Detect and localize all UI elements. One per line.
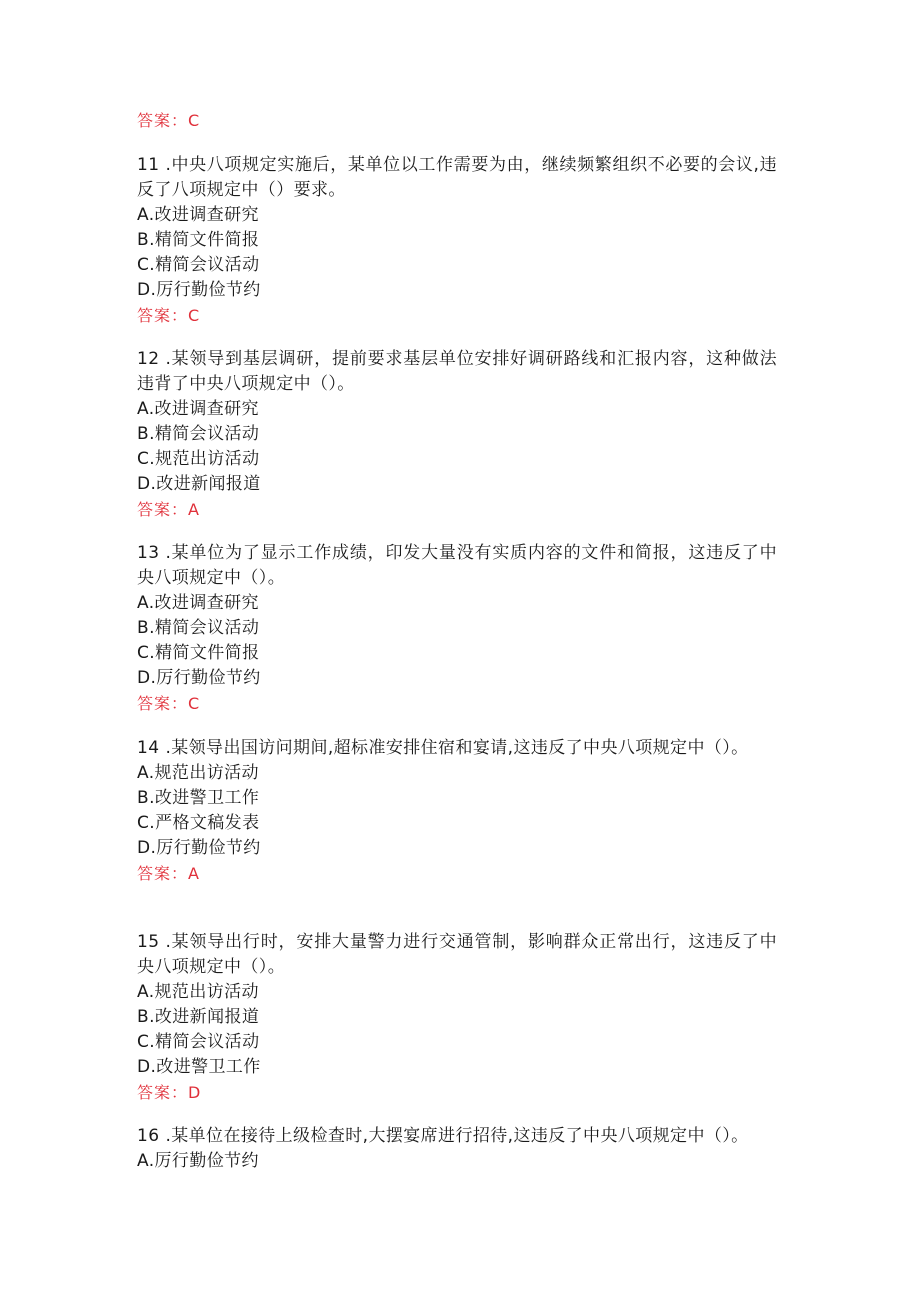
answer-line: 答案：C <box>137 111 201 130</box>
option-b: B.精简会议活动 <box>137 618 260 638</box>
question-number: 11 <box>137 155 160 175</box>
question-block <box>137 347 777 522</box>
question-block <box>137 930 777 1105</box>
question-text <box>137 347 777 397</box>
question-text <box>137 930 777 980</box>
option-b: B.改进警卫工作 <box>137 788 260 808</box>
option-d: D.厉行勤俭节约 <box>137 668 261 688</box>
question-number: 15 <box>137 932 160 952</box>
option-a: A.改进调查研究 <box>137 205 259 225</box>
question-number: 13 <box>137 543 160 563</box>
option-b: B.精简会议活动 <box>137 424 260 444</box>
option-d: D.改进新闻报道 <box>137 474 261 494</box>
question-stem: .某单位为了显示工作成绩，印发大量没有实质内容的文件和简报，这违反了中央八项规定中（）。 <box>137 543 777 588</box>
option-a: A.规范出访活动 <box>137 763 259 783</box>
question-text <box>137 736 777 761</box>
option-a: A.改进调查研究 <box>137 593 259 613</box>
option-b: B.改进新闻报道 <box>137 1007 260 1027</box>
answer-line: 答案：C <box>137 306 201 325</box>
question-number: 14 <box>137 738 160 758</box>
option-c: C.规范出访活动 <box>137 449 260 469</box>
option-d: D.改进警卫工作 <box>137 1057 261 1077</box>
question-block <box>137 541 777 716</box>
question-block <box>137 153 777 328</box>
question-text <box>137 541 777 591</box>
answer-line: 答案：D <box>137 1083 202 1102</box>
option-a: A.改进调查研究 <box>137 399 259 419</box>
option-a: A.规范出访活动 <box>137 982 259 1002</box>
question-stem: .某领导出国访问期间,超标准安排住宿和宴请,这违反了中央八项规定中（）。 <box>165 738 749 758</box>
option-b: B.精简文件简报 <box>137 230 260 250</box>
option-c: C.精简会议活动 <box>137 1032 260 1052</box>
option-c: C.严格文稿发表 <box>137 813 260 833</box>
option-d: D.厉行勤俭节约 <box>137 838 261 858</box>
option-d: D.厉行勤俭节约 <box>137 280 261 300</box>
option-a: A.厉行勤俭节约 <box>137 1151 259 1171</box>
question-stem: .中央八项规定实施后，某单位以工作需要为由，继续频繁组织不必要的会议,违反了八项规定中（）要求。 <box>137 155 777 200</box>
option-c: C.精简文件简报 <box>137 643 260 663</box>
question-number: 16 <box>137 1126 160 1146</box>
question-text <box>137 1124 777 1149</box>
question-stem: .某领导到基层调研，提前要求基层单位安排好调研路线和汇报内容，这种做法违背了中央八项规定中（）。 <box>137 349 777 394</box>
answer-line: 答案：A <box>137 500 200 519</box>
answer-line: 答案：C <box>137 694 201 713</box>
question-text <box>137 153 777 203</box>
question-block <box>137 736 777 886</box>
question-block <box>137 1124 777 1174</box>
option-c: C.精简会议活动 <box>137 255 260 275</box>
question-number: 12 <box>137 349 160 369</box>
answer-line: 答案：A <box>137 864 200 883</box>
question-stem: .某单位在接待上级检查时,大摆宴席进行招待,这违反了中央八项规定中（）。 <box>165 1126 749 1146</box>
question-stem: .某领导出行时，安排大量警力进行交通管制，影响群众正常出行，这违反了中央八项规定中（）。 <box>137 932 777 977</box>
